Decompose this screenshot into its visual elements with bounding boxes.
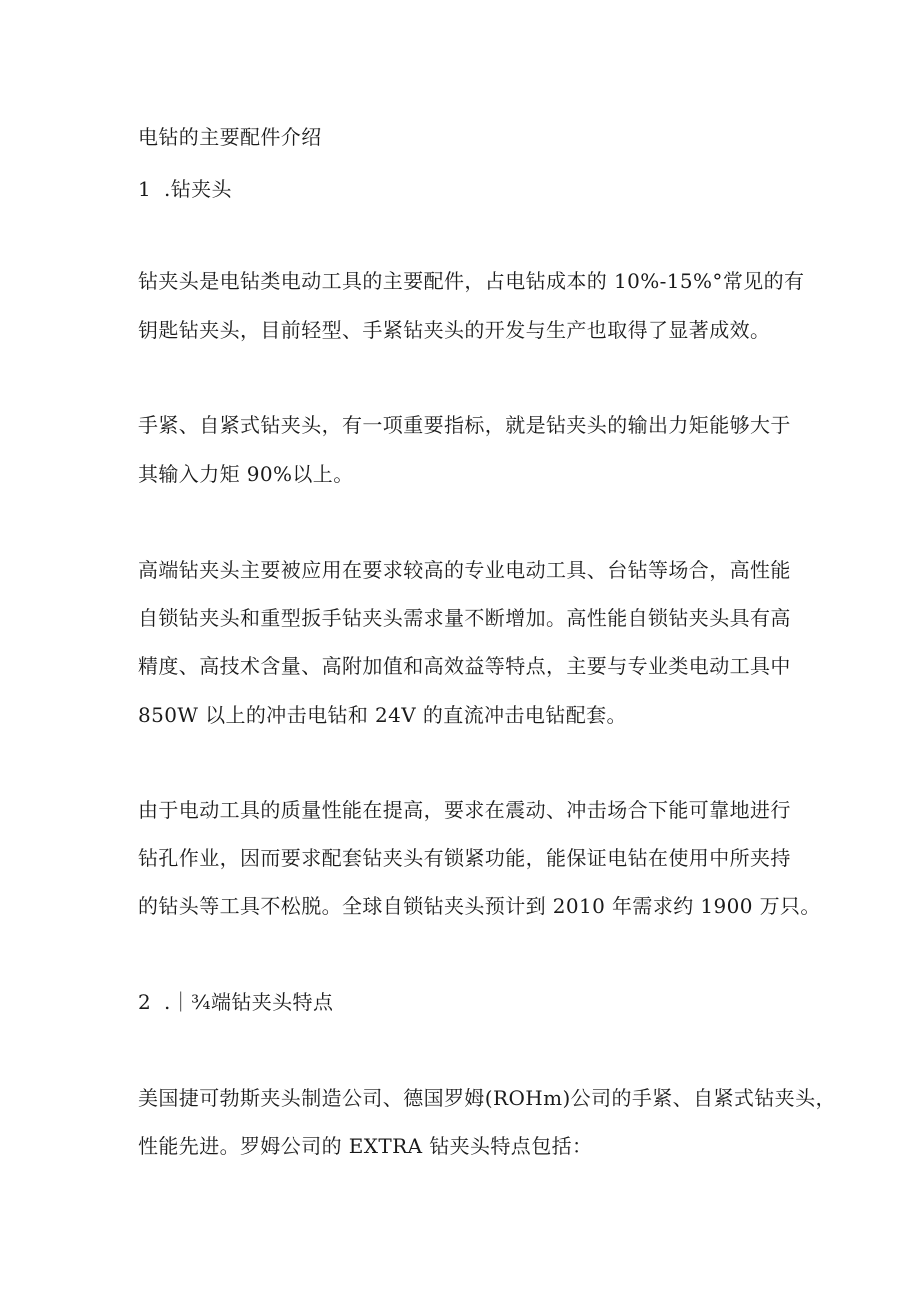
paragraph-line: 的钻头等工具不松脱。全球自锁钻夹头预计到 2010 年需求约 1900 万只。	[138, 894, 821, 918]
section-heading-1	[138, 175, 232, 203]
paragraph-line: 性能先进。罗姆公司的 EXTRA 钻夹头特点包括：	[138, 1134, 593, 1158]
paragraph-line: 850W 以上的冲击电钻和 24V 的直流冲击电钻配套。	[138, 703, 627, 727]
paragraph-line: 钻夹头是电钻类电动工具的主要配件，占电钻成本的 10%-15%°常见的有	[138, 269, 805, 293]
paragraph-line: 手紧、自紧式钻夹头，有一项重要指标，就是钻夹头的输出力矩能够大于	[138, 413, 791, 437]
section-heading-text: .钻夹头	[164, 177, 232, 201]
section-heading-2	[138, 988, 333, 1016]
paragraph-line: 高端钻夹头主要被应用在要求较高的专业电动工具、台钻等场合，高性能	[138, 558, 791, 582]
paragraph-line: 钻孔作业，因而要求配套钻夹头有锁紧功能，能保证电钻在使用中所夹持	[138, 846, 791, 870]
paragraph-line: 其输入力矩 90%以上。	[138, 462, 354, 486]
document-title: 电钻的主要配件介绍	[138, 125, 322, 149]
section-number: 2	[138, 990, 152, 1014]
section-number: 1	[138, 177, 152, 201]
paragraph-line: 钥匙钻夹头，目前轻型、手紧钻夹头的开发与生产也取得了显著成效。	[138, 318, 771, 342]
paragraph-line: 精度、高技术含量、高附加值和高效益等特点，主要与专业类电动工具中	[138, 654, 791, 678]
paragraph-line: 美国捷可勃斯夹头制造公司、德国罗姆(ROHm)公司的手紧、自紧式钻夹头，	[138, 1086, 836, 1110]
section-heading-text: .｜¾端钻夹头特点	[164, 990, 334, 1014]
paragraph-line: 由于电动工具的质量性能在提高，要求在震动、冲击场合下能可靠地进行	[138, 798, 791, 822]
paragraph-line: 自锁钻夹头和重型扳手钻夹头需求量不断增加。高性能自锁钻夹头具有高	[138, 606, 791, 630]
